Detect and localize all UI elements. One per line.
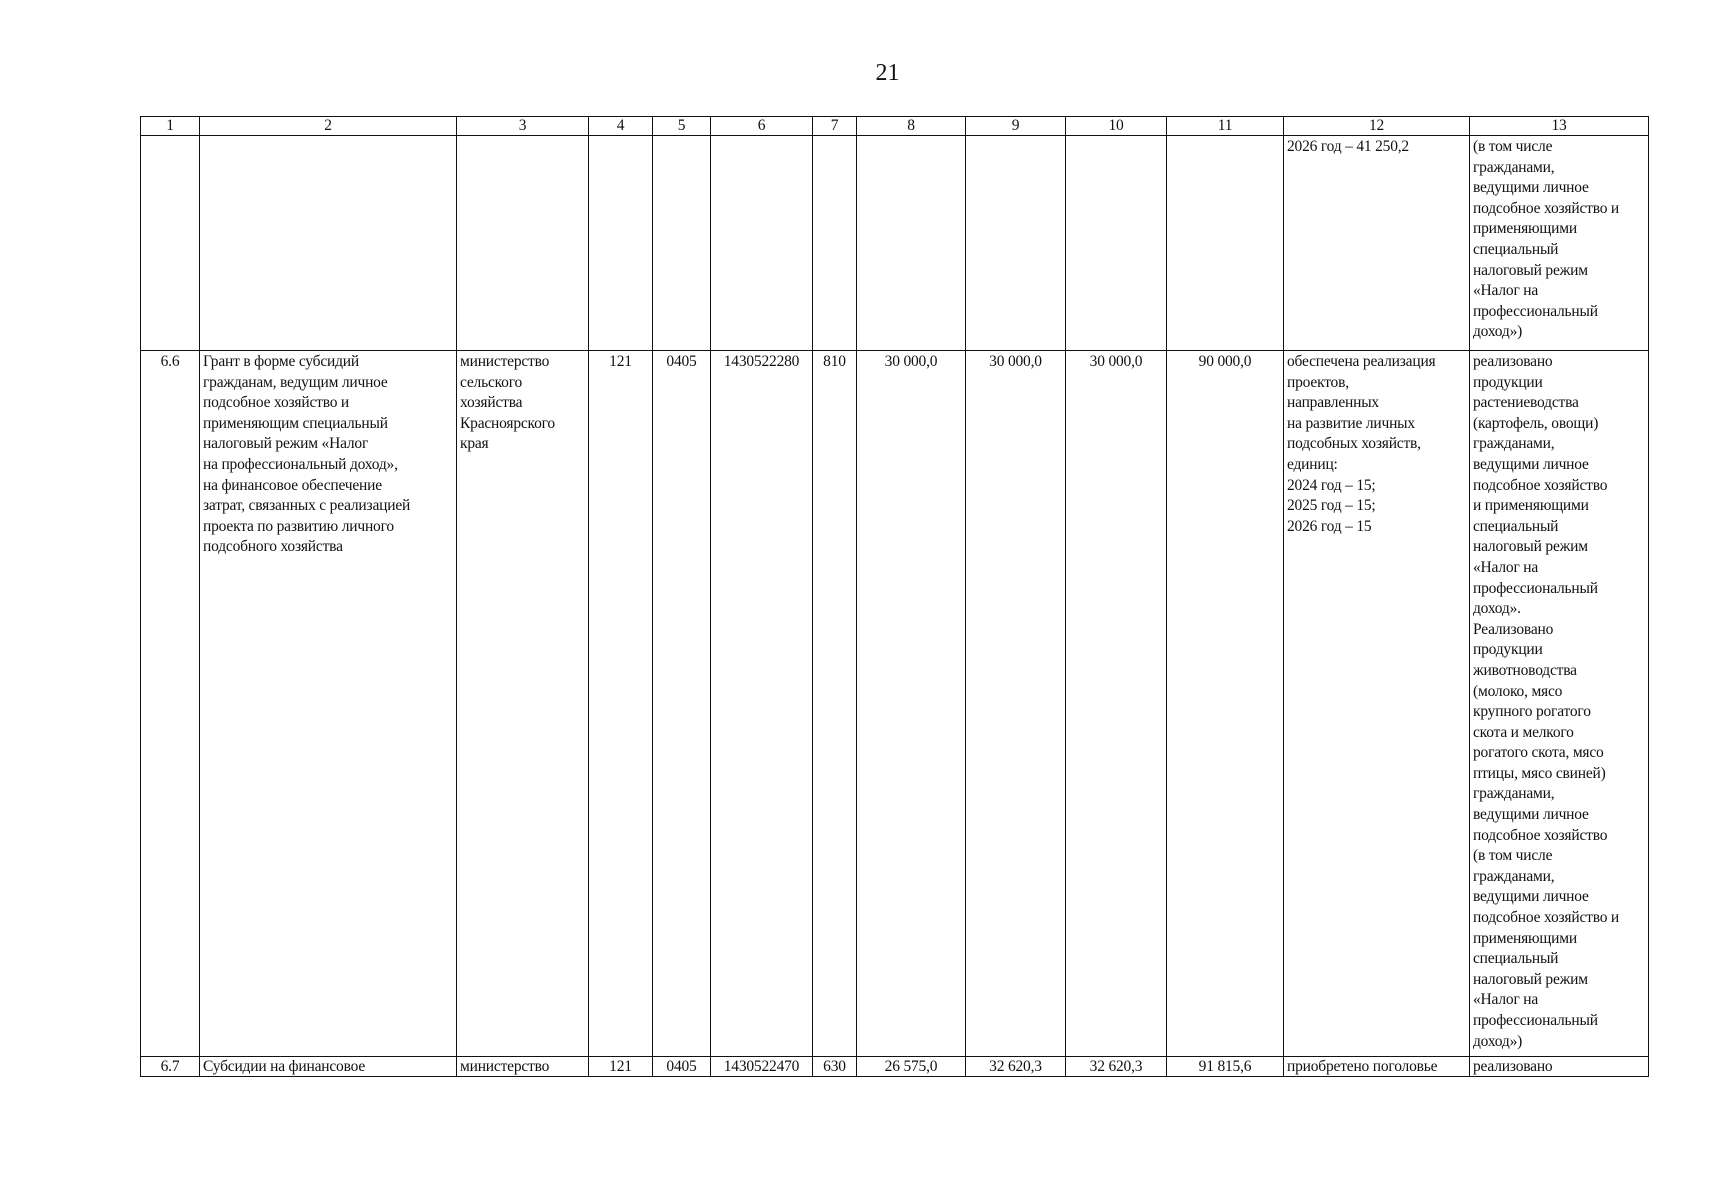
cell-measure-name — [200, 136, 457, 351]
column-number: 7 — [813, 117, 857, 136]
cell-measure-name: Грант в форме субсидий гражданам, ведущим личное подсобное хозяйство и применяющим специальный налоговый режим «Налог на профессиональный доход», на финансовое обеспечение затрат, связанных с реализацией проекта по развитию личного подсобного хозяйства — [200, 351, 457, 1057]
cell-expected-result: обеспечена реализация проектов, направленных на развитие личных подсобных хозяйств, единиц: 2024 год – 15; 2025 год – 15; 2026 год – 15 — [1284, 351, 1470, 1057]
cell-rzpr: 0405 — [653, 1057, 711, 1077]
column-number: 8 — [857, 117, 966, 136]
table-row — [141, 351, 1649, 1057]
column-number: 13 — [1470, 117, 1649, 136]
table-row — [141, 1057, 1649, 1077]
cell-rzpr — [653, 136, 711, 351]
cell-indicator: реализовано продукции растениеводства (картофель, овощи) гражданами, ведущими личное подсобное хозяйство и применяющими специальный налоговый режим «Налог на профессиональный доход». Реализовано продукции животноводства (молоко, мясо крупного рогатого скота и мелкого рогатого скота, мясо птицы, мясо свиней) гражданами, ведущими личное подсобное хозяйство (в том числе гражданами, ведущими личное подсобное хозяйство и применяющими специальный налоговый режим «Налог на профессиональный доход») — [1470, 351, 1649, 1057]
cell-amount: 32 620,3 — [966, 1057, 1066, 1077]
cell-grbs: 121 — [589, 1057, 653, 1077]
cell-csr: 1430522470 — [711, 1057, 813, 1077]
cell-item-number: 6.7 — [141, 1057, 200, 1077]
cell-grbs — [589, 136, 653, 351]
column-number: 9 — [966, 117, 1066, 136]
budget-table — [140, 116, 1649, 1077]
cell-vr: 630 — [813, 1057, 857, 1077]
cell-administrator: министерство — [457, 1057, 589, 1077]
cell-item-number — [141, 136, 200, 351]
cell-csr — [711, 136, 813, 351]
cell-rzpr: 0405 — [653, 351, 711, 1057]
page-number: 21 — [875, 60, 900, 86]
column-number: 10 — [1066, 117, 1167, 136]
cell-indicator: (в том числе гражданами, ведущими личное подсобное хозяйство и применяющими специальный налоговый режим «Налог на профессиональный доход») — [1470, 136, 1649, 351]
column-number: 11 — [1167, 117, 1284, 136]
cell-vr: 810 — [813, 351, 857, 1057]
cell-amount: 30 000,0 — [1066, 351, 1167, 1057]
cell-amount: 32 620,3 — [1066, 1057, 1167, 1077]
column-number: 5 — [653, 117, 711, 136]
column-number: 3 — [457, 117, 589, 136]
cell-indicator: реализовано — [1470, 1057, 1649, 1077]
cell-administrator — [457, 136, 589, 351]
column-number: 4 — [589, 117, 653, 136]
cell-amount-total: 90 000,0 — [1167, 351, 1284, 1057]
cell-amount — [966, 136, 1066, 351]
cell-measure-name: Субсидии на финансовое — [200, 1057, 457, 1077]
cell-amount — [1066, 136, 1167, 351]
cell-expected-result: 2026 год – 41 250,2 — [1284, 136, 1470, 351]
column-number: 1 — [141, 117, 200, 136]
cell-vr — [813, 136, 857, 351]
cell-administrator: министерство сельского хозяйства Красноярского края — [457, 351, 589, 1057]
cell-item-number: 6.6 — [141, 351, 200, 1057]
cell-expected-result: приобретено поголовье — [1284, 1057, 1470, 1077]
cell-amount: 30 000,0 — [966, 351, 1066, 1057]
cell-csr: 1430522280 — [711, 351, 813, 1057]
cell-amount: 30 000,0 — [857, 351, 966, 1057]
cell-amount-total — [1167, 136, 1284, 351]
cell-amount-total: 91 815,6 — [1167, 1057, 1284, 1077]
column-number-row — [141, 117, 1649, 136]
table-row — [141, 136, 1649, 351]
column-number: 12 — [1284, 117, 1470, 136]
cell-grbs: 121 — [589, 351, 653, 1057]
cell-amount — [857, 136, 966, 351]
column-number: 2 — [200, 117, 457, 136]
column-number: 6 — [711, 117, 813, 136]
cell-amount: 26 575,0 — [857, 1057, 966, 1077]
